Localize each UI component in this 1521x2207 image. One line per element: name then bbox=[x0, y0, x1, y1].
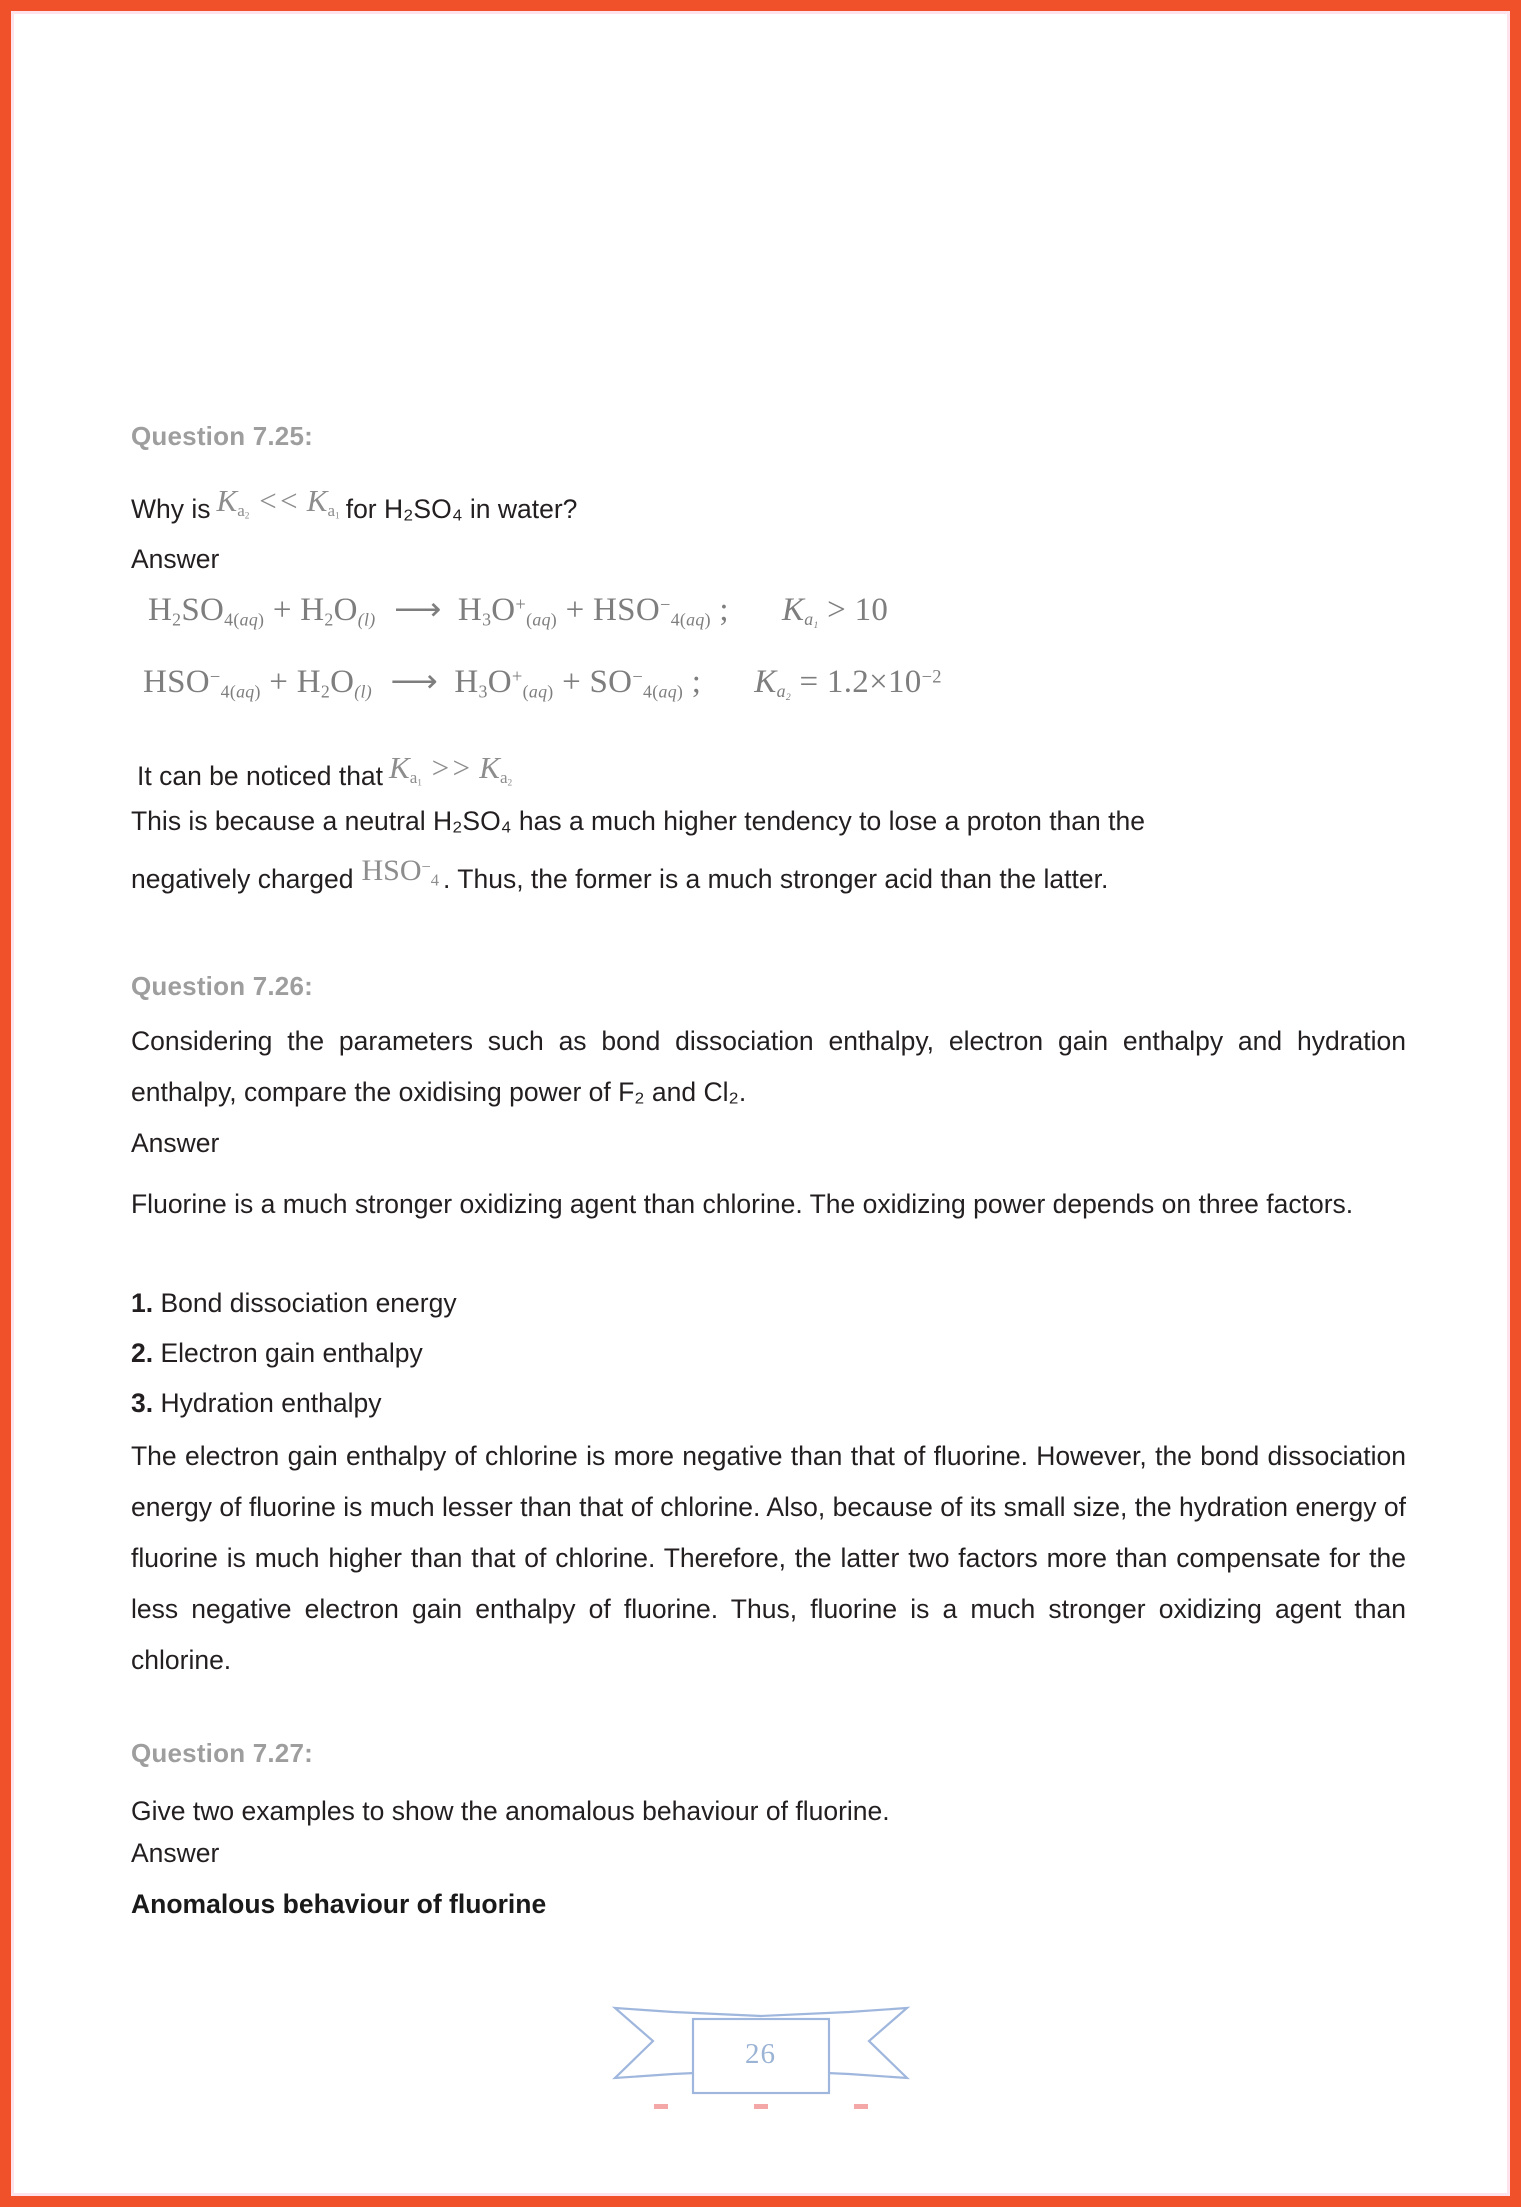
equation-2: $HSO^-_{4(aq)} + H_2O_{(l)}$ ⟶ $H_3O^+_{(aq)} + SO^-_{4(aq)}$ ; $K_{a_2} = 1.2\times 10^{-2}$ bbox=[143, 664, 942, 704]
footer-mark bbox=[654, 2104, 668, 2109]
noticed-text: It can be noticed that bbox=[137, 761, 384, 791]
answer-label-7-25: Answer bbox=[131, 544, 220, 574]
list-item-label: Hydration enthalpy bbox=[160, 1388, 382, 1418]
question-suffix-7-25: for H₂SO₄ in water? bbox=[345, 494, 578, 524]
question-heading-7-27: Question 7.27: bbox=[131, 1738, 313, 1768]
answer-intro-7-26: Fluorine is a much stronger oxidizing agent than chlorine. The oxidizing power depends on three factors. bbox=[131, 1189, 1354, 1219]
answer-body-line-2-7-25 bbox=[131, 854, 1406, 905]
footer-mark bbox=[854, 2104, 868, 2109]
ka-comparison-math: $K_{a_1} >> K_{a_2}$ bbox=[389, 750, 513, 789]
answer-label-7-26: Answer bbox=[131, 1128, 220, 1158]
question-text-7-27: Give two examples to show the anomalous behaviour of fluorine. bbox=[131, 1796, 890, 1826]
question-text-7-26: Considering the parameters such as bond dissociation enthalpy, electron gain enthalpy and hydration enthalpy, compare the oxidising power of F₂ and Cl₂. bbox=[131, 1026, 1406, 1107]
list-item-number: 3. bbox=[131, 1388, 154, 1418]
list-item bbox=[131, 1378, 1406, 1428]
question-heading-7-26: Question 7.26: bbox=[131, 971, 313, 1001]
list-item-label: Bond dissociation energy bbox=[160, 1288, 457, 1318]
body-suffix-7-25: . Thus, the former is a much stronger acid than the latter. bbox=[443, 864, 1109, 894]
list-item-label: Electron gain enthalpy bbox=[160, 1338, 423, 1368]
question-prefix-7-25: Why is bbox=[131, 494, 211, 524]
factors-list-7-26 bbox=[131, 1278, 1406, 1428]
answer-label-7-27: Answer bbox=[131, 1838, 220, 1868]
footer-mark bbox=[754, 2104, 768, 2109]
list-item-number: 2. bbox=[131, 1338, 154, 1368]
equation-1: $H_2SO_{4(aq)} + H_2O_{(l)}$ ⟶ $H_3O^+_{(aq)} + HSO^-_{4(aq)}$ ; $K_{a_1} > 10$ bbox=[148, 592, 889, 632]
hso4-anion-math: $HSO^-_4$ bbox=[361, 854, 440, 890]
list-item bbox=[131, 1328, 1406, 1378]
page-content bbox=[131, 11, 1406, 2196]
answer-body-line-1-7-25: This is because a neutral H₂SO₄ has a much higher tendency to lose a proton than the bbox=[131, 806, 1145, 836]
body-prefix-7-25: negatively charged bbox=[131, 864, 354, 894]
footer-decorative-marks bbox=[611, 2101, 911, 2111]
page-number-ribbon bbox=[611, 1986, 911, 2106]
list-item bbox=[131, 1278, 1406, 1328]
question-text-7-25 bbox=[131, 484, 577, 535]
noticed-line-7-25 bbox=[131, 751, 518, 802]
question-heading-7-25: Question 7.25: bbox=[131, 421, 313, 451]
answer-body-7-26: The electron gain enthalpy of chlorine is more negative than that of fluorine. However, the bond dissociation energy of fluorine is much lesser than that of chlorine. Also, because of its small size, the hydration energy of fluorine is much higher than that of chlorine. Therefore, the latter two factors more than compensate for the less negative electron gain enthalpy of fluorine. Thus, fluorine is a much stronger oxidizing agent than chlorine. bbox=[131, 1441, 1406, 1675]
page-number: 26 bbox=[745, 2038, 776, 2070]
list-item-number: 1. bbox=[131, 1288, 154, 1318]
ka-inequality-math: $K_{a_2} << K_{a_1}$ bbox=[216, 483, 340, 522]
answer-subheading-7-27: Anomalous behaviour of fluorine bbox=[131, 1889, 547, 1919]
